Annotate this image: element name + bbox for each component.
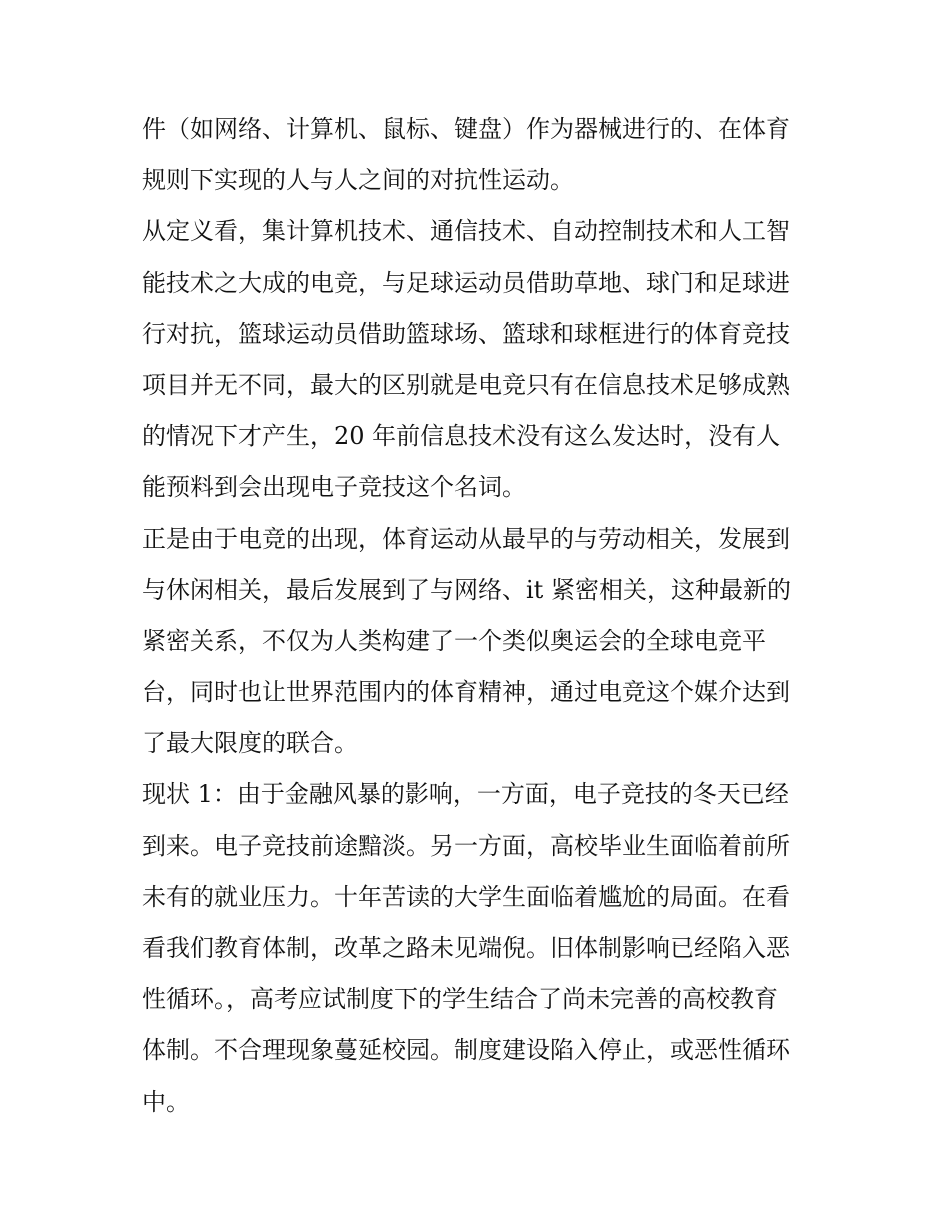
text-line: 件（如网络、计算机、鼠标、键盘）作为器械进行的、在体育 bbox=[142, 115, 790, 143]
text-line: 到来。电子竞技前途黯淡。另一方面，高校毕业生面临着前所 bbox=[142, 831, 790, 860]
document-body bbox=[142, 104, 822, 1128]
text-line: 正是由于电竞的出现，体育运动从最早的与劳动相关，发展到 bbox=[142, 524, 790, 553]
text-line: 能预料到会出现电子竞技这个名词。 bbox=[142, 473, 526, 502]
text-line: 能技术之大成的电竞，与足球运动员借助草地、球门和足球进 bbox=[142, 268, 790, 297]
text-line: 体制。不合理现象蔓延校园。制度建设陷入停止，或恶性循环 bbox=[142, 1036, 790, 1065]
text-line: 中。 bbox=[142, 1087, 190, 1116]
text-line: 的情况下才产生，20 年前信息技术没有这么发达时，没有人 bbox=[142, 422, 781, 451]
text-line: 行对抗，篮球运动员借助篮球场、篮球和球框进行的体育竞技 bbox=[142, 319, 790, 348]
paragraph-1 bbox=[142, 104, 822, 206]
text-line: 从定义看，集计算机技术、通信技术、自动控制技术和人工智 bbox=[142, 217, 790, 246]
paragraph-2 bbox=[142, 206, 822, 513]
paragraph-4 bbox=[142, 769, 822, 1127]
text-line: 与休闲相关，最后发展到了与网络、it 紧密相关，这种最新的 bbox=[142, 575, 791, 604]
text-line: 未有的就业压力。十年苦读的大学生面临着尴尬的局面。在看 bbox=[142, 882, 790, 911]
text-line: 性循环。，高考应试制度下的学生结合了尚未完善的高校教育 bbox=[142, 985, 778, 1014]
text-line: 项目并无不同，最大的区别就是电竞只有在信息技术足够成熟 bbox=[142, 370, 790, 399]
text-line: 台，同时也让世界范围内的体育精神，通过电竞这个媒介达到 bbox=[142, 678, 790, 707]
text-line: 现状 1：由于金融风暴的影响，一方面，电子竞技的冬天已经 bbox=[142, 780, 789, 809]
text-line: 紧密关系，不仅为人类构建了一个类似奥运会的全球电竞平 bbox=[142, 626, 766, 655]
text-line: 看我们教育体制，改革之路未见端倪。旧体制影响已经陷入恶 bbox=[142, 934, 790, 962]
paragraph-3 bbox=[142, 514, 822, 770]
text-line: 了最大限度的联合。 bbox=[142, 729, 358, 758]
text-line: 规则下实现的人与人之间的对抗性运动。 bbox=[142, 166, 574, 195]
